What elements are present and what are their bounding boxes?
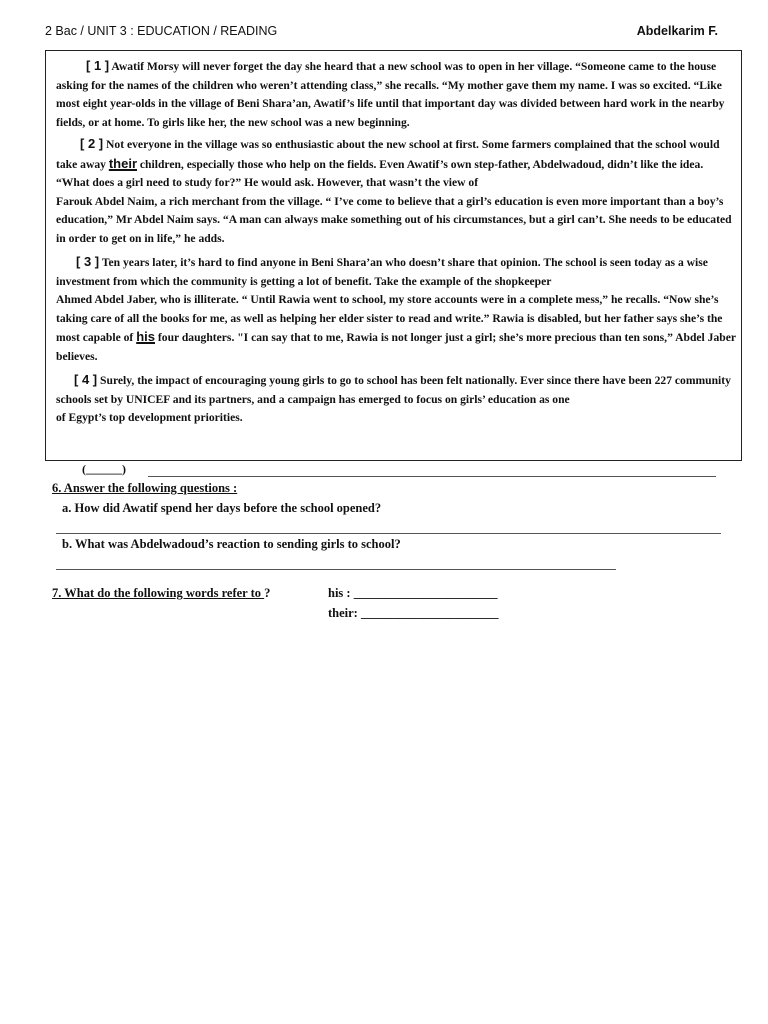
question-6-title: 6. Answer the following questions :	[52, 481, 238, 495]
paragraph-text: children, especially those who help on the fields. Even Awatif’s own step-father, Abdelwadoud, didn’t like the idea. “What does a girl need to study for?” He would ask. However, that wasn’t the view of	[56, 157, 704, 190]
answer-rule-6b[interactable]	[56, 569, 616, 570]
paragraph-4	[56, 371, 736, 428]
highlighted-word-his: his	[136, 329, 155, 345]
author-name: Abdelkarim F.	[636, 24, 718, 38]
reference-his[interactable]: his : _______________________	[328, 586, 498, 600]
paragraph-3	[56, 253, 736, 367]
paragraph-2	[56, 135, 736, 249]
answer-rule[interactable]	[148, 476, 716, 477]
unit-title: 2 Bac / UNIT 3 : EDUCATION / READING	[45, 24, 278, 38]
paragraph-text: Not everyone in the village was so enthusiastic about the new school at first. Some farmers complained that the school would take away	[56, 138, 720, 171]
paragraph-number: [ 3 ]	[76, 254, 100, 269]
question-7-mark: ?	[264, 586, 271, 600]
question-7-title	[52, 586, 270, 601]
paragraph-number: [ 2 ]	[80, 136, 104, 151]
paragraph-number: [ 1 ]	[86, 58, 110, 73]
paragraph-number-blank[interactable]: (______)	[82, 462, 126, 476]
paragraph-text: Ahmed Abdel Jaber, who is illiterate. “ Until Rawia went to school, my store accounts were in a complete mess,” he recalls. “Now she’s taking care of all the books for me, as well as helping her elder sister to read and write.” Rawia is disabled, but her father says she’s the most capable of	[56, 293, 723, 345]
paragraph-text: Farouk Abdel Naim, a rich merchant from the village. “ I’ve come to believe that a girl’s education is even more important than a boy’s education,” Mr Abdel Naim says. “A man can always make something out of his circumstances, but a girl can’t. She needs to be educated in order to get on in life,” he adds.	[56, 194, 732, 245]
paragraph-text: of Egypt’s top development priorities.	[56, 411, 243, 425]
paragraph-1	[56, 57, 736, 132]
answer-rule-6a[interactable]	[56, 533, 721, 534]
paragraph-text: four daughters. "I can say that to me, Rawia is not longer just a girl; she’s more precious than ten sons,” Abdel Jaber believes.	[56, 331, 736, 363]
page-header	[45, 24, 718, 38]
highlighted-word-their: their	[108, 155, 137, 171]
reading-passage-box	[45, 50, 742, 461]
paragraph-text: Awatif Morsy will never forget the day she heard that a new school was to open in her village. “Someone came to the house asking for the names of the children who weren’t attending class,” she recalls. “My mother gave them my name. I was so excited. “Like most eight year-olds in the village of Beni Shara’an, Awatif’s life until that important day was divided between hard work in the nearby fields, or at home. To girls like her, the new school was a new beginning.	[56, 60, 725, 129]
question-6b: b. What was Abdelwadoud’s reaction to sending girls to school?	[62, 537, 401, 551]
paragraph-number: [ 4 ]	[74, 372, 98, 387]
paragraph-text: Ten years later, it’s hard to find anyone in Beni Shara’an who doesn’t share that opinion. The school is seen today as a wise investment from which the community is getting a lot of benefit. Take the example of the shopkeeper	[56, 256, 708, 288]
blank-answer-line	[82, 462, 126, 477]
question-6a: a. How did Awatif spend her days before the school opened?	[62, 501, 382, 515]
reference-their[interactable]: their: ______________________	[328, 606, 499, 620]
paragraph-text: Surely, the impact of encouraging young girls to go to school has been felt nationally. Ever since there have been 227 community schools set by UNICEF and its partners, and a campaign has emerged to focus on girls’ education as one	[56, 374, 731, 406]
question-7-text: 7. What do the following words refer to	[52, 586, 265, 600]
